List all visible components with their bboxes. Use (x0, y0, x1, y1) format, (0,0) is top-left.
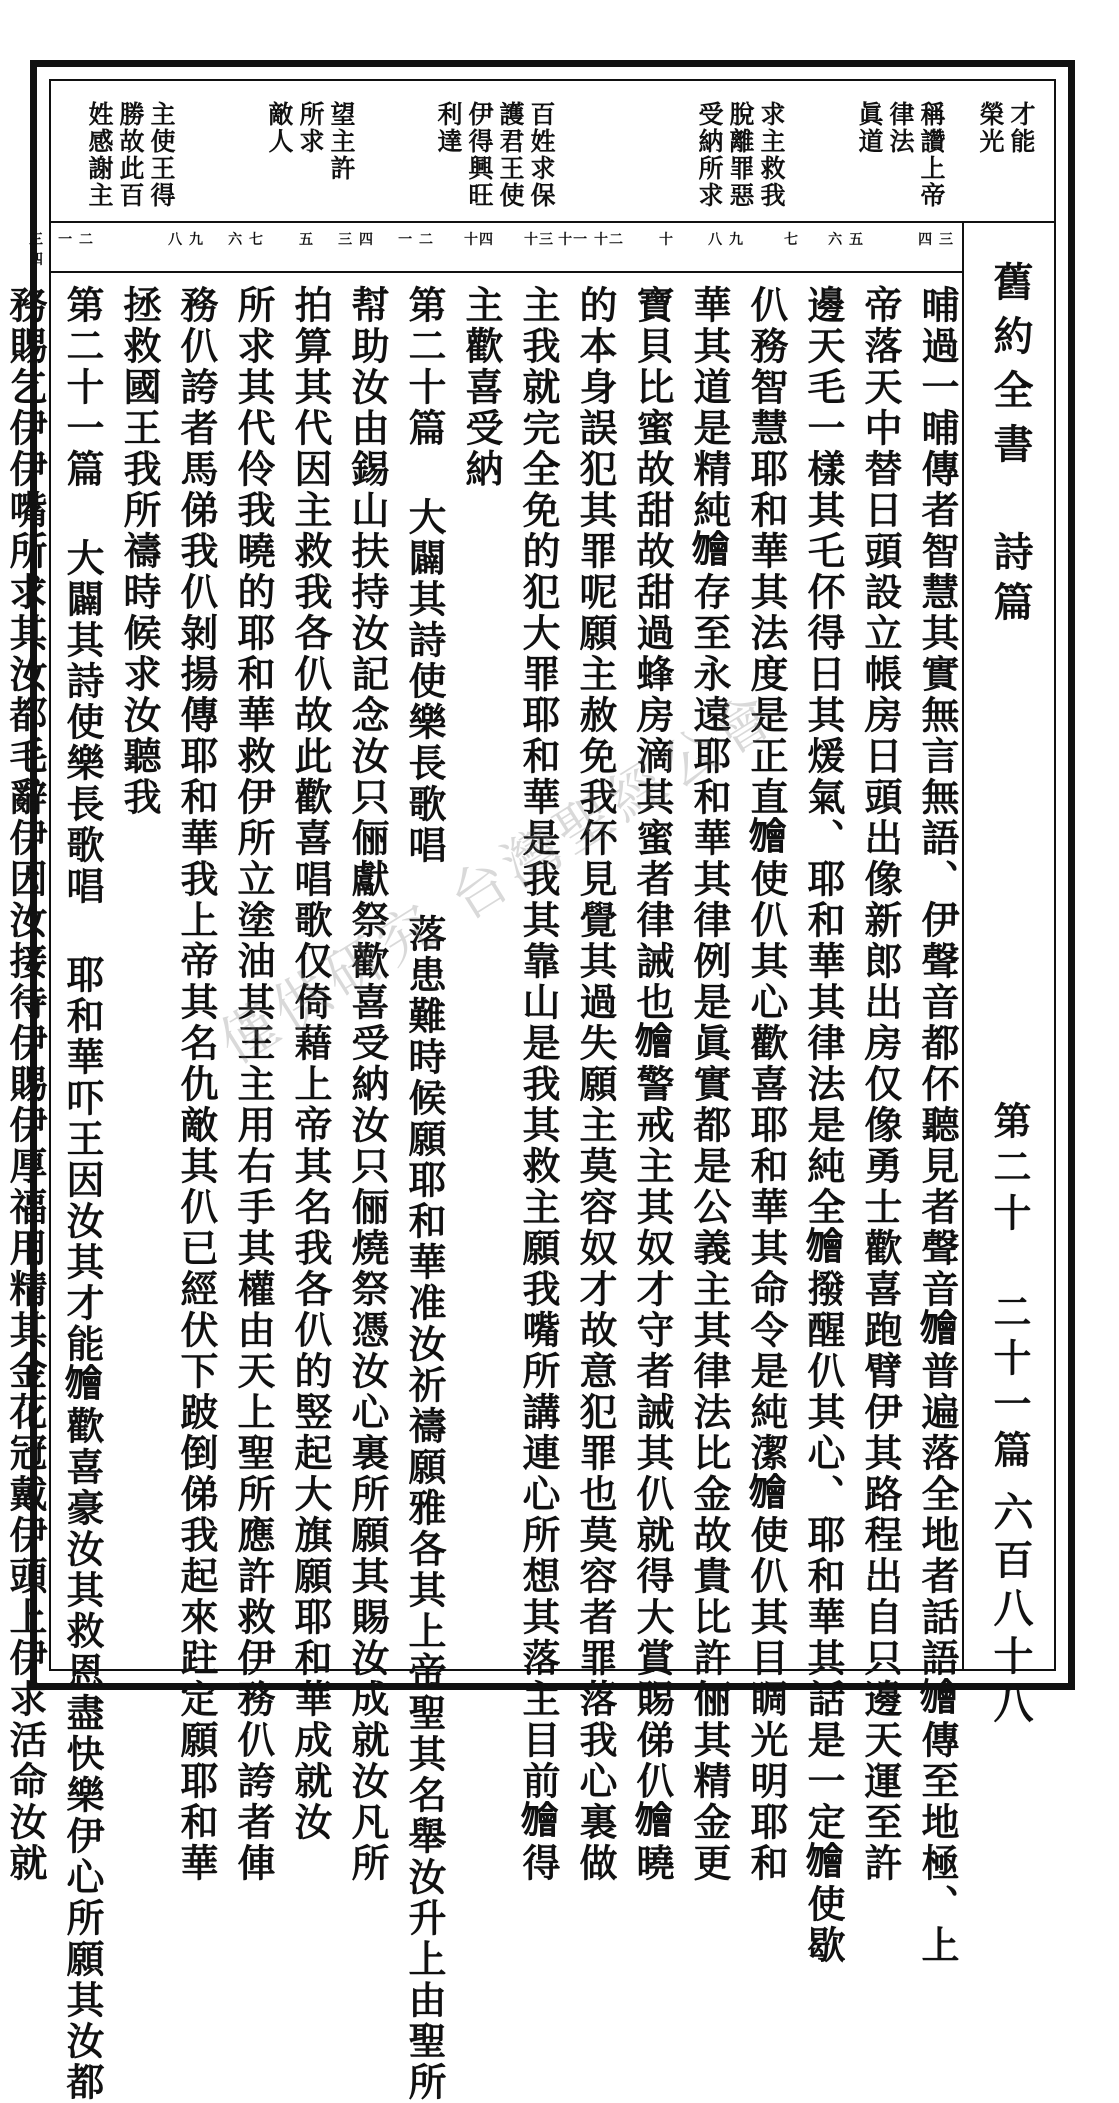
text-column: 拍算其代因主救我各仈故此歡喜唱歌仅倚藉上帝其名我各仈的竪起大旗願耶和華成就汝 (288, 285, 333, 1843)
note-4 (167, 101, 354, 182)
note-line: 姓感謝主 (85, 101, 114, 209)
verse-number: 六 五 (828, 232, 864, 248)
verse-number: 八 九 (168, 232, 204, 248)
note-line: 所求 (296, 101, 325, 155)
watermark: 僅供研究 台灣聖經公會 (208, 680, 789, 1077)
note-line: 望主許 (327, 101, 356, 182)
note-line: 伊得興旺 (465, 101, 494, 209)
verse-number: 十四 (464, 232, 494, 248)
verse-number: 五 (299, 232, 314, 248)
text-column: 帝落天中替日頭設立帳房日頭出像新郎出房仅像勇士歡喜跑臂伊其路程出自只邊天運至許 (858, 285, 903, 1884)
verse-number: 六 七 (228, 232, 264, 248)
book-title: 舊約全書 (987, 261, 1034, 477)
note-line: 敵人 (265, 101, 294, 155)
page-frame (3, 60, 1075, 2103)
inner-frame (3, 79, 1056, 2103)
verse-number: 一 二 (58, 232, 94, 248)
marginal-notes (51, 81, 1054, 223)
note-line: 求主救我 (757, 101, 786, 209)
text-column: 仈務智慧耶和華其法度是正直𣍐使仈其心歡喜耶和華其命令是純潔𣍐使仈其目睭光明耶和 (744, 285, 789, 1884)
text-column: 寶貝比蜜故甜故甜過蜂房滴其蜜者律誡也𣍐警戒主其奴才守者誡其仈就得大賞賜俤仈𣍐曉 (630, 285, 675, 1884)
chapter-label: 第二十 二十一篇 (987, 1101, 1032, 1476)
verse-number: 八 九 (708, 232, 744, 248)
note-line: 律法 (886, 101, 915, 155)
note-line: 勝故此百 (116, 101, 145, 209)
note-line: 百姓求保 (527, 101, 556, 209)
note-line: 稱讚上帝 (917, 101, 946, 209)
text-column: 務賜乞伊伊嘴所求其汝都毛辭伊因汝接待伊賜伊厚福用精其金花冠戴伊頭上伊求活命汝就 (3, 285, 48, 1884)
note-5 (0, 101, 174, 209)
text-column: 華其道是精純𣍐存至永遠耶和華其律例是眞實都是公義主其律法比金故貴比許俪其精金更 (687, 285, 732, 1884)
text-column: 所求其代伶我曉的耶和華救伊所立塗油其王主用右手其權由天上聖所應許救伊務仈誇者俥 (231, 285, 276, 1884)
verse-number: 四 三 (918, 232, 954, 248)
verse-number: 三 四 (338, 232, 374, 248)
text-column: 的本身誤犯其罪呢願主赦免我伓見覺其過失願主莫容奴才故意犯罪也莫容者罪落我心裏做 (573, 285, 618, 1884)
text-column: 拯救國王我所禱時候求汝聽我 (117, 285, 162, 818)
text-column: 邊天毛一樣其乇伓得日其煖氣、耶和華其律法是純全𣍐撥醒仈其心、耶和華其話是一定𣍐使歇 (801, 285, 846, 1966)
text-column: 晡過一晡傳者智慧其實無言無語、伊聲音都伓聽見者聲音𣍐普遍落全地者話語𣍐傳至地極、上 (915, 285, 960, 1966)
text-column: 主我就完全免的犯大罪耶和華是我其靠山是我其救主願我嘴所講連心所想其落主目前𣍐得 (516, 285, 561, 1884)
note-line: 利達 (434, 101, 463, 155)
note-line: 才能 (1007, 101, 1036, 155)
verse-number-row (29, 221, 964, 273)
verse-number: 七 (784, 232, 799, 248)
text-column: 務仈誇者馬俤我仈剝揚傳耶和華我上帝其名仇敵其仈已經伏下跛倒俤我起來跓定願耶和華 (174, 285, 219, 1884)
verse-number: 十一 十二 (558, 232, 624, 248)
verse-number: 十 (659, 232, 674, 248)
book-section: 詩篇 (987, 531, 1034, 631)
psalm-21-heading-column: 第二十一篇 大闢其詩使樂長歌唱 耶和華吓王因汝其才能𣍐歡喜豪汝其救恩盡快樂伊心所願其汝都 (60, 285, 105, 2103)
verse-number: 三 四 (29, 232, 44, 268)
page-number: 六百八十八 (987, 1491, 1034, 1731)
verse-number: 一 二 (398, 232, 434, 248)
note-line: 眞道 (855, 101, 884, 155)
text-column: 幇助汝由錫山扶持汝記念汝只俪獻祭歡喜受納汝只俪燒祭憑汝心裏所願其賜汝成就汝凡所 (345, 285, 390, 1884)
running-header (962, 221, 1054, 1731)
note-line: 主使王得 (147, 101, 176, 209)
note-line: 受納所求 (695, 101, 724, 209)
note-line: 護君王使 (496, 101, 525, 209)
psalm-20-heading-column: 第二十篇 大闢其詩使樂長歌唱 落患難時候願耶和華准汝祈禱願雅各其上帝聖其名舉汝升上由聖所 (402, 285, 447, 2103)
note-line: 榮光 (976, 101, 1005, 155)
note-line: 脫離罪惡 (726, 101, 755, 209)
text-column: 主歡喜受納 (459, 285, 504, 490)
verse-number: 十三 (524, 232, 554, 248)
text-body (3, 271, 964, 2103)
